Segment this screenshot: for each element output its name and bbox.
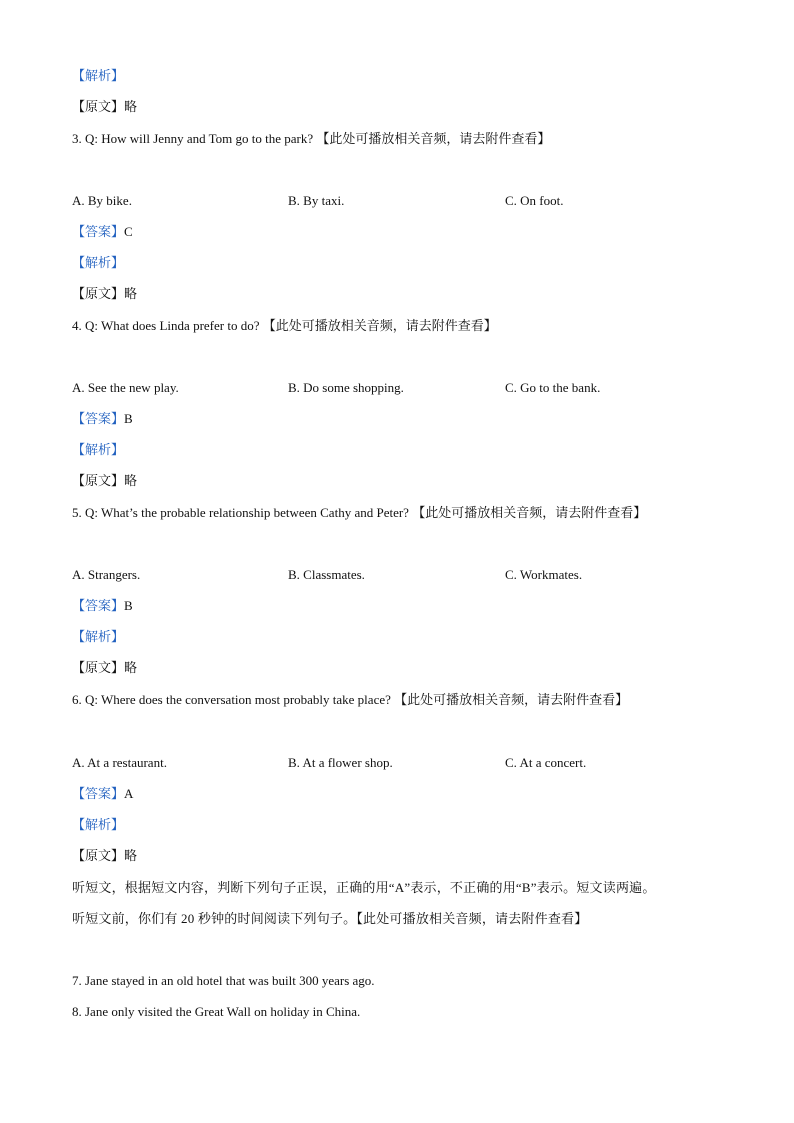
q6-option-c: C. At a concert. xyxy=(505,755,587,770)
audio-note: 【此处可播放相关音频，请去附件查看】 xyxy=(316,131,551,146)
answer-tag: 【答案】 xyxy=(72,224,125,239)
q6-original-line xyxy=(72,848,137,864)
q6-option-a: A. At a restaurant. xyxy=(72,755,167,770)
q4-answer-value: B xyxy=(124,411,133,426)
q4-analysis-line xyxy=(72,442,124,458)
analysis-tag: 【解析】 xyxy=(72,442,125,457)
question-5 xyxy=(72,505,646,521)
q4-option-c: C. Go to the bank. xyxy=(505,380,601,395)
analysis-tag: 【解析】 xyxy=(72,817,125,832)
q4-option-a: A. See the new play. xyxy=(72,380,179,395)
q6-answer-line xyxy=(72,786,133,802)
q6-option-b: B. At a flower shop. xyxy=(288,755,393,770)
q2-original-line xyxy=(72,99,137,115)
answer-tag: 【答案】 xyxy=(72,786,125,801)
q4-original-line xyxy=(72,473,137,489)
original-tag: 【原文】 xyxy=(72,848,125,863)
analysis-tag: 【解析】 xyxy=(72,68,125,83)
q3-option-b: B. By taxi. xyxy=(288,193,345,208)
q2-analysis-line xyxy=(72,68,124,84)
question-5-text: 5. Q: What’s the probable relationship between Cathy and Peter? xyxy=(72,505,409,520)
original-tag: 【原文】 xyxy=(72,99,125,114)
question-4 xyxy=(72,318,497,334)
statement-7: 7. Jane stayed in an old hotel that was built 300 years ago. xyxy=(72,973,375,988)
question-6 xyxy=(72,692,628,708)
q4-option-b: B. Do some shopping. xyxy=(288,380,404,395)
question-6-text: 6. Q: Where does the conversation most probably take place? xyxy=(72,692,391,707)
original-tag: 【原文】 xyxy=(72,660,125,675)
q5-option-c: C. Workmates. xyxy=(505,567,583,582)
original-text: 略 xyxy=(124,660,138,675)
q5-option-b: B. Classmates. xyxy=(288,567,365,582)
q5-answer-value: B xyxy=(124,598,133,613)
statement-8: 8. Jane only visited the Great Wall on holiday in China. xyxy=(72,1004,361,1019)
analysis-tag: 【解析】 xyxy=(72,255,125,270)
q5-analysis-line xyxy=(72,629,124,645)
question-3-text: 3. Q: How will Jenny and Tom go to the park? xyxy=(72,131,314,146)
q3-original-line xyxy=(72,286,137,302)
original-text: 略 xyxy=(124,99,138,114)
q3-answer-line xyxy=(72,224,133,240)
section-instruction-2-text: 听短文前，你们有 20 秒钟的时间阅读下列句子。 xyxy=(72,911,357,926)
audio-note: 【此处可播放相关音频，请去附件查看】 xyxy=(356,911,588,926)
answer-tag: 【答案】 xyxy=(72,598,125,613)
original-text: 略 xyxy=(124,848,138,863)
q3-answer-value: C xyxy=(124,224,133,239)
section-instruction-2 xyxy=(72,911,587,927)
q3-option-c: C. On foot. xyxy=(505,193,564,208)
section-instruction-1: 听短文，根据短文内容，判断下列句子正误，正确的用“A”表示，不正确的用“B”表示。短文读两遍。 xyxy=(72,880,656,895)
q5-answer-line xyxy=(72,598,133,614)
audio-note: 【此处可播放相关音频，请去附件查看】 xyxy=(262,318,497,333)
question-3 xyxy=(72,131,550,147)
q5-original-line xyxy=(72,660,137,676)
answer-tag: 【答案】 xyxy=(72,411,125,426)
audio-note: 【此处可播放相关音频，请去附件查看】 xyxy=(394,692,629,707)
q5-option-a: A. Strangers. xyxy=(72,567,141,582)
audio-note: 【此处可播放相关音频，请去附件查看】 xyxy=(412,505,647,520)
original-tag: 【原文】 xyxy=(72,286,125,301)
q6-analysis-line xyxy=(72,817,124,833)
q3-option-a: A. By bike. xyxy=(72,193,132,208)
analysis-tag: 【解析】 xyxy=(72,629,125,644)
q4-answer-line xyxy=(72,411,133,427)
question-4-text: 4. Q: What does Linda prefer to do? xyxy=(72,318,260,333)
original-text: 略 xyxy=(124,473,138,488)
original-tag: 【原文】 xyxy=(72,473,125,488)
q3-analysis-line xyxy=(72,255,124,271)
q6-answer-value: A xyxy=(124,786,134,801)
original-text: 略 xyxy=(124,286,138,301)
